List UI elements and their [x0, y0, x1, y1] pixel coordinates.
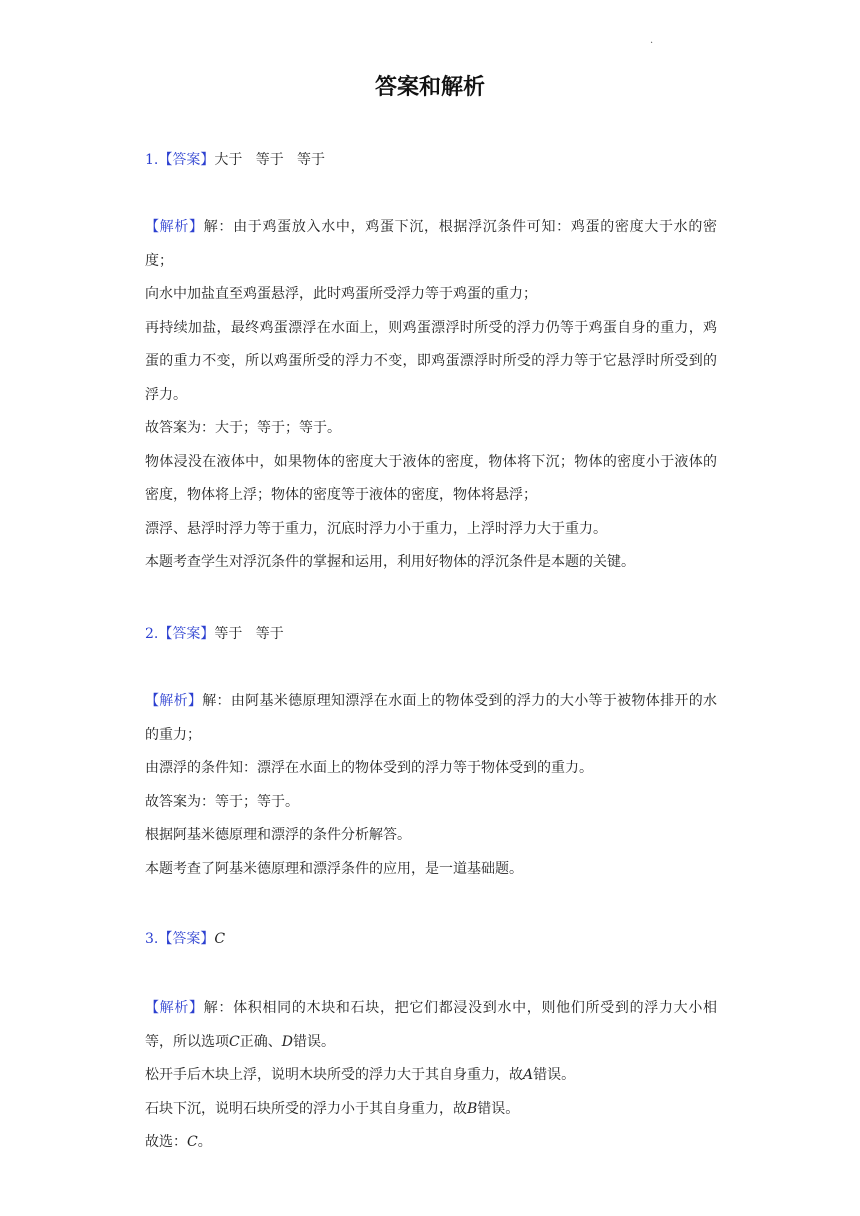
q2-analysis-line: 根据阿基米德原理和漂浮的条件分析解答。 — [145, 827, 411, 843]
q2-analysis-line: 由漂浮的条件知：漂浮在水面上的物体受到的浮力等于物体受到的重力。 — [145, 760, 593, 776]
q2-number: 2. — [145, 626, 159, 642]
q2-analysis-tag: 【解析】 — [145, 693, 203, 709]
q2-answer-value: 等于 等于 — [214, 626, 284, 642]
q3-analysis-line: 石块下沉，说明石块所受的浮力小于其自身重力，故B错误。 — [145, 1100, 520, 1117]
q2-analysis-line: 故答案为：等于；等于。 — [145, 793, 299, 810]
page-title: 答案和解析 — [374, 75, 485, 100]
q3-analysis-line: 【解析】解：体积相同的木块和石块，把它们都浸没到水中，则他们所受到的浮力大小相等，所以选项C正确、D错误。 — [145, 1000, 718, 1050]
q3-analysis-line: 松开手后木块上浮，说明木块所受的浮力大于其自身重力，故A错误。 — [145, 1067, 576, 1083]
q2-answer-tag: 【答案】 — [158, 626, 215, 642]
q1-analysis-tag: 【解析】 — [145, 219, 204, 235]
q1-answer-value: 大于 等于 等于 — [214, 152, 326, 168]
q2-answer — [145, 624, 717, 644]
q3-answer — [145, 929, 717, 949]
q1-number: 1. — [145, 152, 159, 168]
q1-answer-tag: 【答案】 — [158, 152, 215, 168]
q3-analysis — [145, 992, 717, 1160]
q3-analysis-tag: 【解析】 — [145, 1000, 204, 1016]
q1-analysis-line: 本题考查学生对浮沉条件的掌握和运用，利用好物体的浮沉条件是本题的关键。 — [145, 554, 635, 570]
corner-mark: · — [650, 38, 654, 49]
q1-analysis — [145, 211, 717, 580]
q3-answer-value: C — [214, 931, 226, 947]
q3-analysis-line: 故选：C。 — [145, 1134, 212, 1150]
q2-analysis-line: 【解析】解：由阿基米德原理知漂浮在水面上的物体受到的浮力的大小等于被物体排开的水的重力； — [145, 693, 718, 743]
q1-analysis-line: 故答案为：大于；等于；等于。 — [145, 420, 341, 436]
q1-analysis-line: 漂浮、悬浮时浮力等于重力，沉底时浮力小于重力，上浮时浮力大于重力。 — [145, 520, 607, 537]
q1-analysis-line: 物体浸没在液体中，如果物体的密度大于液体的密度，物体将下沉；物体的密度小于液体的密度，物体将上浮；物体的密度等于液体的密度，物体将悬浮； — [145, 453, 717, 503]
q1-analysis-line: 再持续加盐，最终鸡蛋漂浮在水面上，则鸡蛋漂浮时所受的浮力仍等于鸡蛋自身的重力，鸡蛋的重力不变，所以鸡蛋所受的浮力不变，即鸡蛋漂浮时所受的浮力等于它悬浮时所受到的浮力。 — [145, 319, 717, 403]
q2-analysis — [145, 685, 717, 886]
q1-analysis-line: 向水中加盐直至鸡蛋悬浮，此时鸡蛋所受浮力等于鸡蛋的重力； — [145, 286, 537, 302]
q2-analysis-line: 本题考查了阿基米德原理和漂浮条件的应用，是一道基础题。 — [145, 860, 523, 877]
q1-analysis-line: 【解析】解：由于鸡蛋放入水中，鸡蛋下沉，根据浮沉条件可知：鸡蛋的密度大于水的密度； — [145, 219, 718, 269]
q3-number: 3. — [145, 931, 159, 947]
q3-answer-tag: 【答案】 — [158, 931, 215, 947]
q1-answer — [145, 150, 717, 170]
